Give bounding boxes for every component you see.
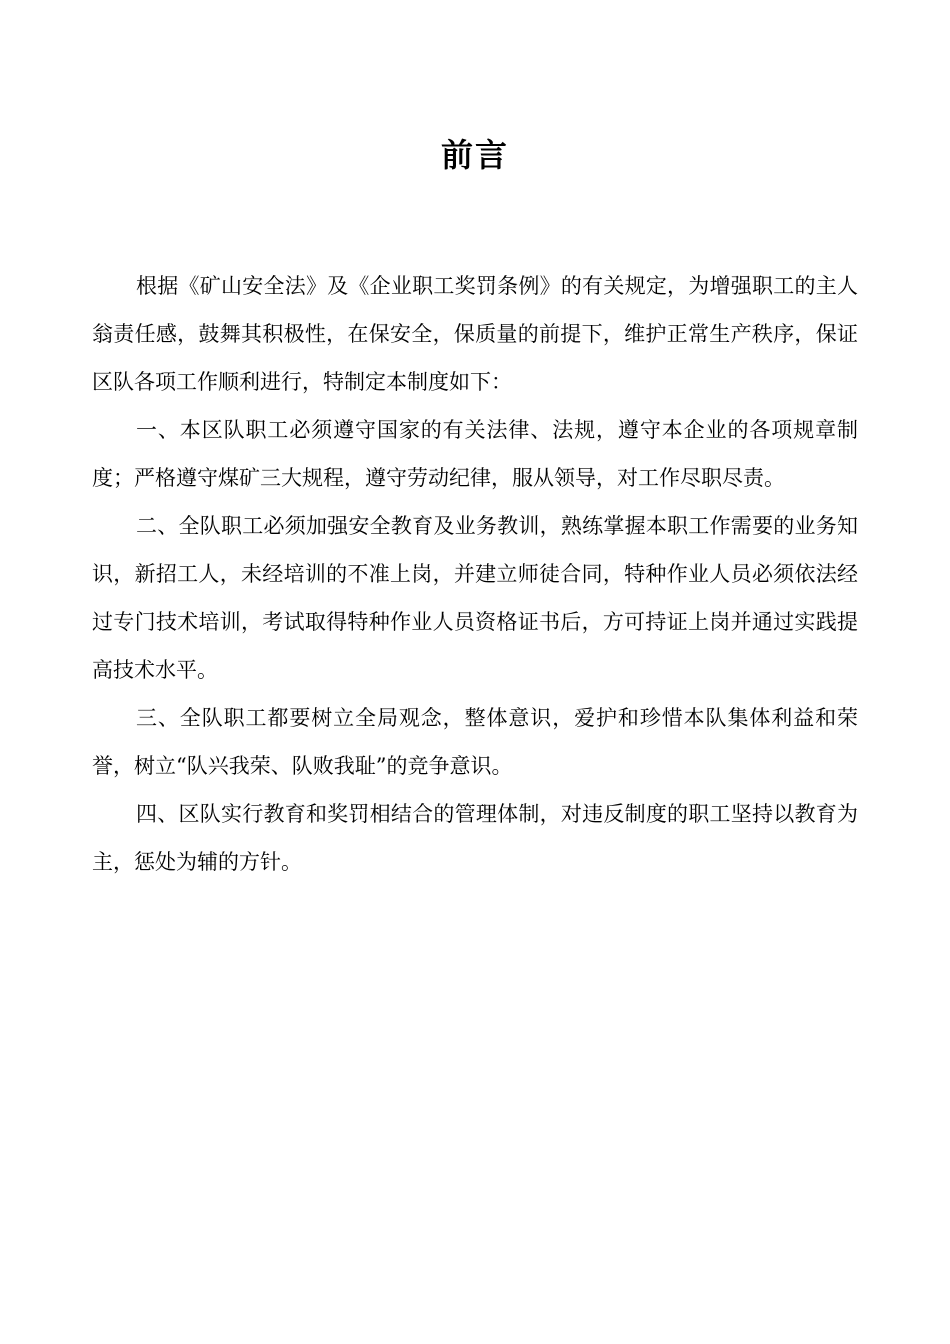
paragraph-intro: 根据《矿山安全法》及《企业职工奖罚条例》的有关规定，为增强职工的主人翁责任感，鼓舞其积极性，在保安全，保质量的前提下，维护正常生产秩序，保证区队各项工作顺利进行，特制定本制度如下： [92,274,858,394]
document-title: 前言 [440,136,509,174]
paragraph-item-4: 四、区队实行教育和奖罚相结合的管理体制，对违反制度的职工坚持以教育为主，惩处为辅的方针。 [92,802,858,874]
document-body [92,262,858,886]
paragraph-item-2: 二、全队职工必须加强安全教育及业务教训，熟练掌握本职工作需要的业务知识，新招工人，未经培训的不准上岗，并建立师徒合同，特种作业人员必须依法经过专门技术培训，考试取得特种作业人员资格证书后，方可持证上岗并通过实践提高技术水平。 [92,514,858,682]
paragraph-item-1: 一、本区队职工必须遵守国家的有关法律、法规，遵守本企业的各项规章制度；严格遵守煤矿三大规程，遵守劳动纪律，服从领导，对工作尽职尽责。 [92,418,858,490]
paragraph-item-3: 三、全队职工都要树立全局观念，整体意识，爱护和珍惜本队集体利益和荣誉，树立“队兴我荣、队败我耻”的竞争意识。 [92,706,858,778]
